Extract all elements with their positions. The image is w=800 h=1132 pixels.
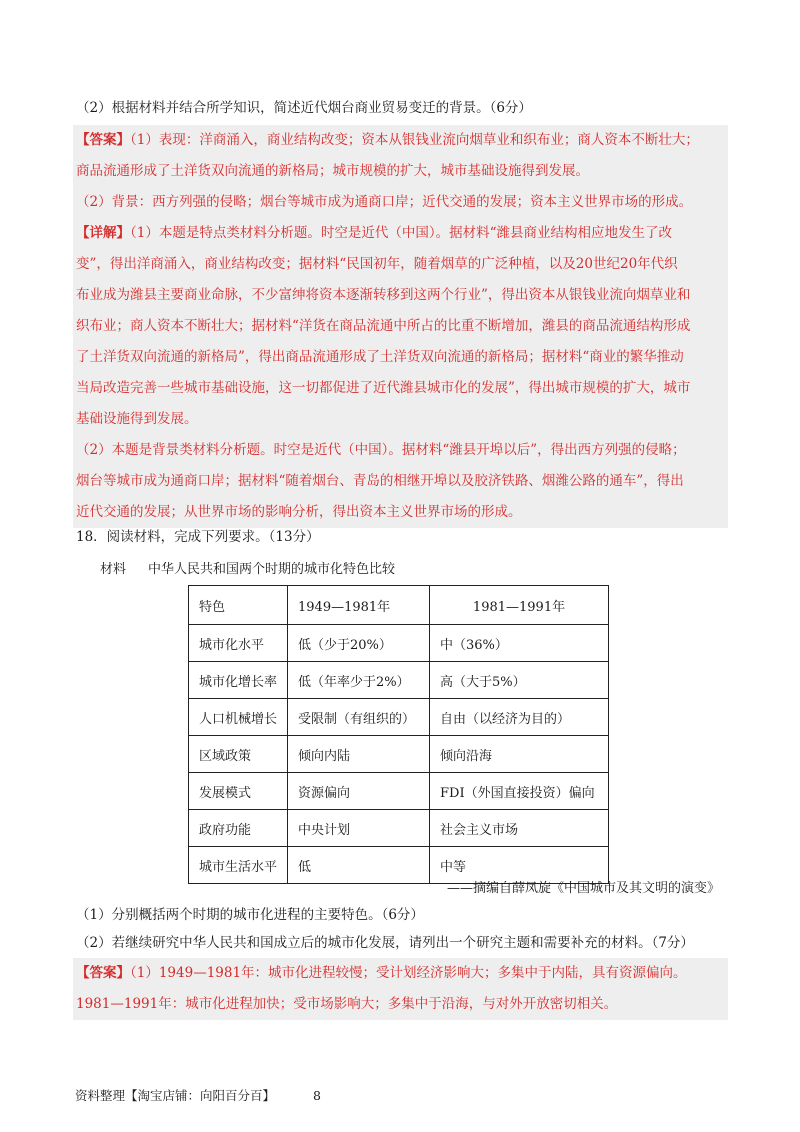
table-row [189, 699, 609, 736]
answer-line: 近代交通的发展；从世界市场的影响分析，得出资本主义世界市场的形成。 [76, 504, 522, 520]
answer-line: 【答案】（1）1949—1981年：城市化进程较慢；受计划经济影响大；多集中于内陆，具有资源偏向。 [76, 965, 687, 981]
page-number: 8 [313, 1088, 321, 1103]
table-row [189, 773, 609, 810]
answer-line: 当局改造完善一些城市基础设施，这一切都促进了近代潍县城市化的发展”，得出城市规模的扩大，城市 [76, 380, 691, 396]
table-cell: 中等 [430, 847, 609, 884]
question-18-1: （1）分别概括两个时期的城市化进程的主要特色。（6分） [76, 907, 424, 923]
answer-line: 烟台等城市成为通商口岸；据材料“随着烟台、青岛的相继开埠以及胶济铁路、烟潍公路的通车”，得出 [76, 473, 684, 489]
answer-line: 织布业；商人资本不断壮大；据材料“洋货在商品流通中所占的比重不断增加，潍县的商品流通结构形成 [76, 318, 691, 334]
table-header-cell: 1949—1981年 [288, 586, 430, 625]
answer-block-1 [73, 125, 728, 528]
table-cell: 受限制（有组织的） [288, 699, 430, 736]
table-cell: 社会主义市场 [430, 810, 609, 847]
table-row [189, 662, 609, 699]
answer-line: （2）背景：西方列强的侵略；烟台等城市成为通商口岸；近代交通的发展；资本主义世界市场的形成。 [76, 194, 693, 210]
table-header-cell: 1981—1991年 [430, 586, 609, 625]
answer-block-2 [73, 958, 728, 1020]
table-cell: 高（大于5%） [430, 662, 609, 699]
answer-line: 基础设施得到发展。 [76, 411, 198, 427]
table-cell: 倾向沿海 [430, 736, 609, 773]
table-cell: 人口机械增长 [189, 699, 288, 736]
footer-source: 资料整理【淘宝店铺：向阳百分百】 [75, 1088, 276, 1103]
question-2-prompt: （2）根据材料并结合所学知识，简述近代烟台商业贸易变迁的背景。（6分） [76, 100, 532, 116]
answer-line: 变”，得出洋商涌入，商业结构改变；据材料“民国初年，随着烟草的广泛种植，以及20世纪20年代织 [76, 256, 678, 272]
table-cell: 中央计划 [288, 810, 430, 847]
page-footer [75, 1086, 321, 1104]
answer-line: 布业成为潍县主要商业命脉，不少富绅将资本逐渐转移到这两个行业”，得出资本从银钱业流向烟草业和 [76, 287, 691, 303]
table-cell: 低（年率少于2%） [288, 662, 430, 699]
table-header-cell: 特色 [189, 586, 288, 625]
material-label: 材料 [100, 562, 127, 577]
table-cell: 城市化增长率 [189, 662, 288, 699]
table-cell: 区域政策 [189, 736, 288, 773]
answer-line: 1981—1991年：城市化进程加快；受市场影响大；多集中于沿海，与对外开放密切相关。 [76, 996, 618, 1012]
table-cell: 中（36%） [430, 625, 609, 662]
material-caption [100, 558, 417, 577]
table-cell: 自由（以经济为目的） [430, 699, 609, 736]
table-cell: 资源偏向 [288, 773, 430, 810]
table-cell: 低 [288, 847, 430, 884]
table-cell: 城市化水平 [189, 625, 288, 662]
table-row [189, 810, 609, 847]
material-source: ——摘编自薛凤旋《中国城市及其文明的演变》 [446, 881, 720, 896]
table-row [189, 736, 609, 773]
table-cell: 政府功能 [189, 810, 288, 847]
table-cell: FDI（外国直接投资）偏向 [430, 773, 609, 810]
material-title: 中华人民共和国两个时期的城市化特色比较 [148, 562, 396, 577]
table-row [189, 625, 609, 662]
answer-line: （2）本题是背景类材料分析题。时空是近代（中国）。据材料“潍县开埠以后”，得出西方列强的侵略； [76, 442, 686, 458]
answer-line: 商品流通形成了土洋货双向流通的新格局；城市规模的扩大，城市基础设施得到发展。 [76, 163, 589, 179]
question-18-title: 18．阅读材料，完成下列要求。（13分） [76, 529, 320, 545]
comparison-table [188, 585, 609, 884]
answer-line: 【详解】（1）本题是特点类材料分析题。时空是近代（中国）。据材料“潍县商业结构相应地发生了改 [76, 225, 672, 241]
table-header-row [189, 586, 609, 625]
answer-line: 【答案】（1）表现：洋商涌入，商业结构改变；资本从银钱业流向烟草业和织布业；商人资本不断壮大； [76, 132, 699, 148]
table-cell: 倾向内陆 [288, 736, 430, 773]
question-18-2: （2）若继续研究中华人民共和国成立后的城市化发展，请列出一个研究主题和需要补充的材料。（7分） [76, 935, 694, 951]
table-cell: 低（少于20%） [288, 625, 430, 662]
table-cell: 城市生活水平 [189, 847, 288, 884]
answer-line: 了土洋货双向流通的新格局”，得出商品流通形成了土洋货双向流通的新格局；据材料“商业的繁华推动 [76, 349, 684, 365]
table-cell: 发展模式 [189, 773, 288, 810]
